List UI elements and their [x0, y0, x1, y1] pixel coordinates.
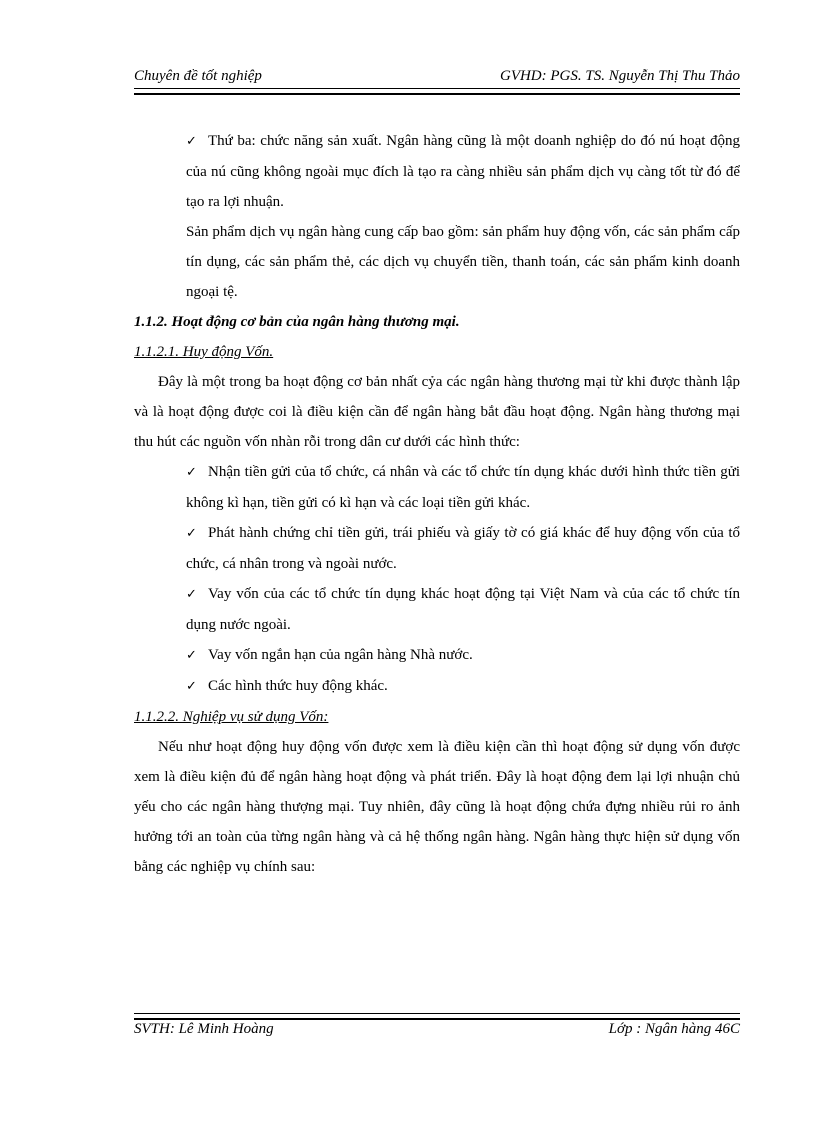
page-footer — [134, 1019, 740, 1043]
list-item — [134, 457, 740, 518]
list-item — [134, 579, 740, 640]
header-supervisor: GVHD: PGS. TS. Nguyễn Thị Thu Thảo — [499, 68, 740, 84]
bullet-text: Các hình thức huy động khác. — [208, 678, 388, 694]
checkmark-icon: ✓ — [186, 587, 197, 602]
checkmark-icon: ✓ — [186, 526, 197, 541]
bullet-text: Nhận tiền gửi của tổ chức, cá nhân và các tổ chức tín dụng khác dưới hình thức tiền gửi không kì hạn, tiền gửi có kì hạn và các loại tiền gửi khác. — [186, 464, 740, 511]
bullet-text: Thứ ba: chức năng sản xuất. Ngân hàng cũng là một doanh nghiệp do đó nú hoạt động của nú cũng không ngoài mục đích là tạo ra càng nhiều sản phẩm dịch vụ càng tốt từ đó để tạo ra lợi nhuận. — [186, 133, 740, 210]
list-item — [134, 671, 740, 702]
list-item — [134, 126, 740, 217]
checkmark-icon: ✓ — [186, 465, 197, 480]
subsection-heading-1-1-2-2: 1.1.2.2. Nghiệp vụ sử dụng Vốn: — [134, 709, 329, 725]
page-body — [134, 126, 740, 882]
footer-student: SVTH: Lê Minh Hoàng — [134, 1021, 274, 1037]
list-item — [134, 640, 740, 671]
bullet-text: Vay vốn của các tổ chức tín dụng khác hoạt động tại Việt Nam và của các tổ chức tín dụng nước ngoài. — [186, 586, 740, 633]
paragraph-mobilize: Đây là một trong ba hoạt động cơ bản nhất cỷa các ngân hàng thương mại từ khi được thành lập và là hoạt động được coi là điều kiện cần để ngân hàng bắt đầu hoạt động. Ngân hàng thương mại thu hút các nguồn vốn nhàn rỗi trong dân cư dưới các hình thức: — [134, 374, 740, 450]
header-document-title: Chuyên đề tốt nghiệp — [134, 68, 262, 84]
header-rule — [134, 88, 740, 95]
paragraph-products: Sản phẩm dịch vụ ngân hàng cung cấp bao gồm: sản phẩm huy động vốn, các sản phẩm cấp tín dụng, các sản phẩm thẻ, các dịch vụ chuyển tiền, thanh toán, các sản phẩm kinh doanh ngoại tệ. — [186, 224, 740, 300]
paragraph-use-of-capital: Nếu như hoạt động huy động vốn được xem là điều kiện cần thì hoạt động sử dụng vốn được xem là điều kiện đủ để ngân hàng hoạt động và phát triển. Đây là hoạt động đem lại lợi nhuận chủ yếu cho các ngân hàng thượng mại. Tuy nhiên, đây cũng là hoạt động chứa đựng nhiều rủi ro ảnh hưởng tới an toàn của từng ngân hàng và cả hệ thống ngân hàng. Ngân hàng thực hiện sử dụng vốn bằng các nghiệp vụ chính sau: — [134, 739, 740, 875]
list-item — [134, 518, 740, 579]
checkmark-icon: ✓ — [186, 648, 197, 663]
subsection-heading-1-1-2-1: 1.1.2.1. Huy động Vốn. — [134, 344, 274, 360]
page-header — [134, 66, 740, 90]
checkmark-icon: ✓ — [186, 134, 197, 149]
section-heading-1-1-2: 1.1.2. Hoạt động cơ bản của ngân hàng thương mại. — [134, 314, 460, 330]
bullet-text: Vay vốn ngắn hạn của ngân hàng Nhà nước. — [208, 647, 473, 663]
checkmark-icon: ✓ — [186, 679, 197, 694]
footer-class: Lớp : Ngân hàng 46C — [608, 1021, 740, 1037]
bullet-text: Phát hành chứng chỉ tiền gửi, trái phiếu và giấy tờ có giá khác để huy động vốn của tổ chức, cá nhân trong và ngoài nước. — [186, 525, 740, 572]
